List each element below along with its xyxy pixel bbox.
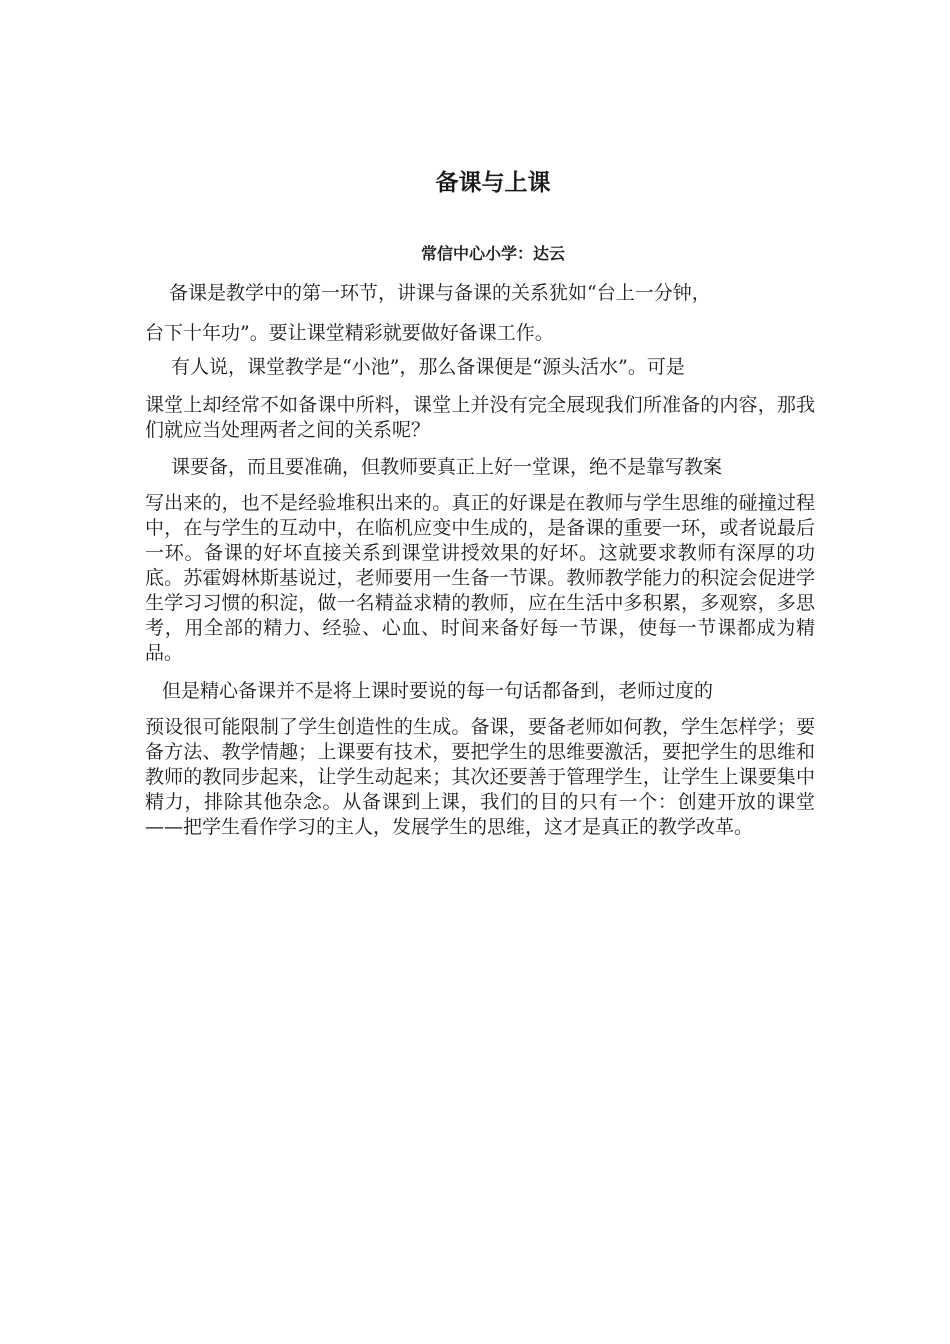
paragraph-2-first-line: 有人说，课堂教学是“小池”，那么备课便是“源头活水”。可是 — [171, 356, 685, 378]
paragraph-3-body: 写出来的，也不是经验堆积出来的。真正的好课是在教师与学生思维的碰撞过程中，在与学生的互动中，在临机应变中生成的，是备课的重要一环，或者说最后一环。备课的好坏直接关系到课堂讲授效果的好坏。这就要求教师有深厚的功底。苏霍姆林斯基说过，老师要用一生备一节课。教师教学能力的积淀会促进学生学习习惯的积淀，做一名精益求精的教师，应在生活中多积累，多观察，多思考，用全部的精力、经验、心血、时间来备好每一节课，使每一节课都成为精品。 — [145, 492, 815, 664]
paragraph-4-body: 预设很可能限制了学生创造性的生成。备课，要备老师如何教，学生怎样学；要备方法、教学情趣；上课要有技术，要把学生的思维要激活，要把学生的思维和教师的教同步起来，让学生动起来；其次还要善于管理学生，让学生上课要集中精力，排除其他杂念。从备课到上课，我们的目的只有一个：创建开放的课堂 ——把学生看作学习的主人，发展学生的思维，这才是真正的教学改革。 — [145, 716, 835, 838]
document-title: 备课与上课 — [435, 170, 551, 196]
paragraph-1-first-line: 备课是教学中的第一环节，讲课与备课的关系犹如“台上一分钟， — [169, 282, 711, 304]
paragraph-4-first-line: 但是精心备课并不是将上课时要说的每一句话都备到，老师过度的 — [162, 680, 714, 702]
paragraph-4 — [145, 677, 835, 840]
document-author: 常信中心小学：达云 — [420, 244, 565, 263]
paragraph-3 — [145, 453, 815, 666]
paragraph-2 — [145, 353, 815, 443]
paragraph-1-body: 台下十年功”。要让课堂精彩就要做好备课工作。 — [145, 322, 554, 344]
paragraph-1 — [145, 279, 815, 346]
paragraph-2-body: 课堂上却经常不如备课中所料，课堂上并没有完全展现我们所准备的内容，那我们就应当处理两者之间的关系呢？ — [145, 394, 815, 441]
paragraph-3-first-line: 课要备，而且要准确，但教师要真正上好一堂课，绝不是靠写教案 — [171, 456, 723, 478]
